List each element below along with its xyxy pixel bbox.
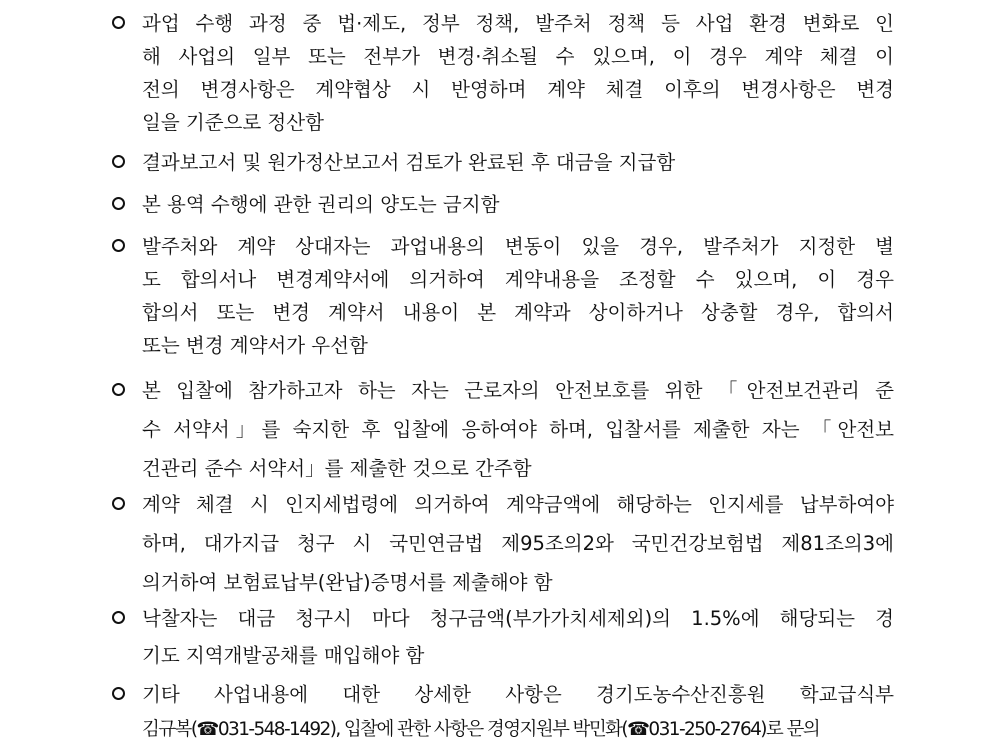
text-line: 기타 사업내용에 대한 상세한 사항은 경기도농수산진흥원 학교급식부 [142, 683, 894, 706]
text-line: 계약 체결 시 인지세법령에 의거하여 계약금액에 해당하는 인지세를 납부하여야 [142, 493, 894, 516]
text-line: 수 서약서」를 숙지한 후 입찰에 응하여야 하며, 입찰서를 제출한 자는 「안전보 [142, 418, 894, 441]
circle-bullet-icon [112, 687, 125, 700]
text-line: 낙찰자는 대금 청구시 마다 청구금액(부가가치세제외)의 1.5%에 해당되는 경 [142, 607, 894, 630]
text-line: 기도 지역개발공채를 매입해야 함 [142, 644, 425, 667]
text-line: 도 합의서나 변경계약서에 의거하여 계약내용을 조정할 수 있으며, 이 경우 [142, 268, 894, 291]
text-line: 일을 기준으로 정산함 [142, 111, 324, 134]
circle-bullet-icon [112, 16, 125, 29]
text-line: 또는 변경 계약서가 우선함 [142, 334, 368, 357]
text-line: 결과보고서 및 원가정산보고서 검토가 완료된 후 대금을 지급함 [142, 151, 676, 174]
text-line: 발주처와 계약 상대자는 과업내용의 변동이 있을 경우, 발주처가 지정한 별 [142, 235, 894, 258]
circle-bullet-icon [112, 383, 125, 396]
text-line: 합의서 또는 변경 계약서 내용이 본 계약과 상이하거나 상충할 경우, 합의서 [142, 301, 894, 324]
text-line: 전의 변경사항은 계약협상 시 반영하며 계약 체결 이후의 변경사항은 변경 [142, 78, 894, 101]
circle-bullet-icon [112, 497, 125, 510]
circle-bullet-icon [112, 611, 125, 624]
text-line: 건관리 준수 서약서」를 제출한 것으로 간주함 [142, 457, 532, 480]
text-line: 하며, 대가지급 청구 시 국민연금법 제95조의2와 국민건강보험법 제81조의3에 [142, 532, 894, 555]
text-line: 본 입찰에 참가하고자 하는 자는 근로자의 안전보호를 위한 「안전보건관리 준 [142, 379, 894, 402]
circle-bullet-icon [112, 155, 125, 168]
circle-bullet-icon [112, 197, 125, 210]
text-line: 김규복(☎031-548-1492), 입찰에 관한 사항은 경영지원부 박민화(☎031-250-2764)로 문의 [142, 719, 819, 740]
text-line: 본 용역 수행에 관한 권리의 양도는 금지함 [142, 193, 500, 216]
text-line: 의거하여 보험료납부(완납)증명서를 제출해야 함 [142, 571, 553, 594]
circle-bullet-icon [112, 239, 125, 252]
text-line: 과업 수행 과정 중 법·제도, 정부 정책, 발주처 정책 등 사업 환경 변화로 인 [142, 12, 894, 35]
text-line: 해 사업의 일부 또는 전부가 변경·취소될 수 있으며, 이 경우 계약 체결 이 [142, 45, 894, 68]
